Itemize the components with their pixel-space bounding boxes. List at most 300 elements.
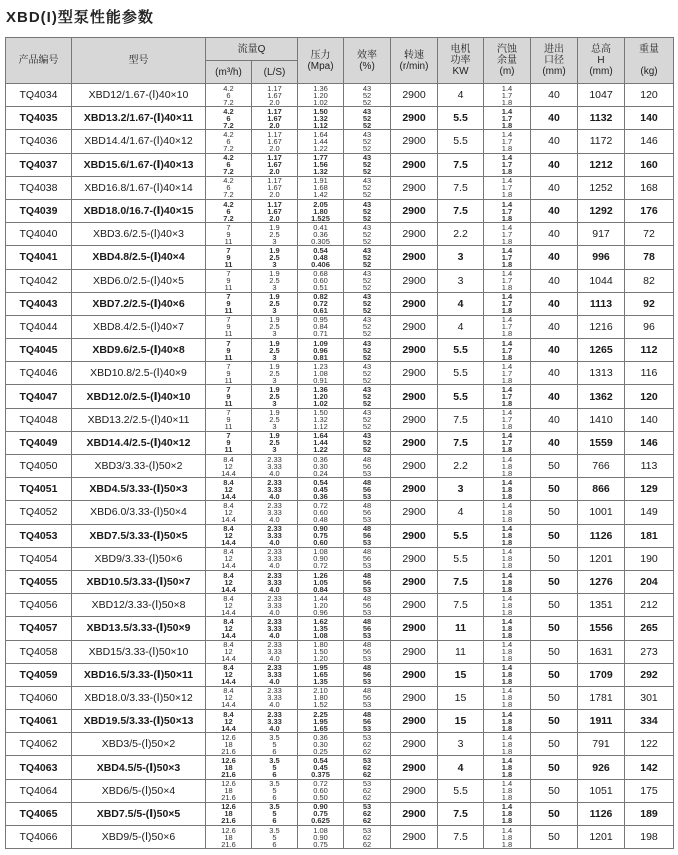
flow-m3h-value: 12: [224, 647, 233, 657]
pressure-value: 0.96: [313, 607, 328, 617]
flow-m3h-value: 12: [224, 577, 233, 587]
model-number: XBD6.0/2.5-(Ⅰ)40×5: [72, 269, 206, 292]
flow-ls-value: 2.5: [269, 438, 280, 448]
header-npsh: 汽蚀 余量 (m): [484, 38, 531, 84]
flow-ls: [252, 199, 298, 222]
flow-m3h: [206, 733, 252, 756]
flow-ls-value: 2.5: [269, 252, 280, 262]
flow-ls-value: 2.5: [269, 276, 280, 286]
pressure-value: 1.64: [313, 129, 328, 139]
motor-power: 7.5: [438, 153, 484, 176]
pressure-value: 2.05: [313, 199, 328, 209]
flow-m3h-value: 9: [226, 438, 231, 448]
table-row: [6, 176, 674, 199]
flow-ls-value: 2.0: [269, 213, 280, 223]
efficiency-value: 52: [362, 438, 372, 448]
flow-ls-value: 3.5: [269, 732, 280, 742]
product-code: TQ4060: [6, 686, 72, 709]
efficiency-value: 52: [362, 190, 372, 200]
pressure-value: 0.625: [311, 816, 330, 826]
flow-m3h-value: 7.2: [223, 190, 234, 200]
flow-m3h: [206, 431, 252, 454]
total-height: 1351: [578, 594, 625, 617]
speed: 2900: [391, 431, 438, 454]
model-number: XBD13.2/1.67-(Ⅰ)40×11: [72, 107, 206, 130]
port-diameter: 50: [531, 663, 578, 686]
flow-ls-value: 4.0: [269, 654, 280, 664]
model-number: XBD12/1.67-(Ⅰ)40×10: [72, 84, 206, 107]
pressure-value: 0.60: [313, 538, 328, 548]
table-row: [6, 246, 674, 269]
header-speed: 转速 (r/min): [391, 38, 438, 84]
model-number: XBD16.5/3.33-(Ⅰ)50×11: [72, 663, 206, 686]
flow-m3h-value: 14.4: [221, 677, 236, 687]
pressure-value: 0.48: [313, 252, 328, 262]
flow-m3h-value: 6: [226, 90, 231, 100]
efficiency-value: 48: [362, 663, 372, 673]
flow-ls-value: 2.33: [267, 593, 282, 603]
flow-ls: [252, 617, 298, 640]
efficiency: [344, 246, 391, 269]
efficiency-value: 52: [362, 399, 372, 409]
pressure-value: 1.64: [313, 431, 328, 441]
efficiency-value: 53: [362, 538, 372, 548]
flow-m3h-value: 18: [224, 809, 233, 819]
weight: 273: [625, 640, 674, 663]
port-diameter: 40: [531, 130, 578, 153]
efficiency-value: 56: [362, 693, 372, 703]
flow-ls-value: 3: [272, 399, 277, 409]
flow-m3h-value: 11: [224, 399, 233, 409]
flow-ls: [252, 733, 298, 756]
total-height: 1212: [578, 153, 625, 176]
npsh: [484, 686, 531, 709]
motor-power: 15: [438, 710, 484, 733]
pressure-value: 1.02: [313, 97, 328, 107]
flow-m3h: [206, 107, 252, 130]
table-row: [6, 223, 674, 246]
flow-m3h-value: 6: [226, 183, 231, 193]
efficiency-value: 43: [362, 153, 372, 163]
npsh-value: 1.4: [501, 593, 513, 603]
efficiency-value: 48: [362, 454, 372, 464]
efficiency-value: 53: [362, 630, 372, 640]
product-code: TQ4062: [6, 733, 72, 756]
model-number: XBD6.0/3.33-(Ⅰ)50×4: [72, 501, 206, 524]
header-row: [6, 38, 674, 61]
table-row: [6, 431, 674, 454]
npsh: [484, 756, 531, 779]
pressure-value: 1.525: [311, 213, 330, 223]
npsh-value: 1.8: [501, 793, 513, 803]
npsh: [484, 408, 531, 431]
flow-ls-value: 4.0: [269, 491, 280, 501]
flow-ls: [252, 362, 298, 385]
speed: 2900: [391, 478, 438, 501]
flow-m3h-value: 9: [226, 299, 231, 309]
pump-spec-table: [5, 37, 674, 849]
npsh-value: 1.4: [501, 825, 513, 835]
port-diameter: 50: [531, 478, 578, 501]
pressure-value: 1.44: [313, 593, 328, 603]
port-diameter: 50: [531, 733, 578, 756]
total-height: 766: [578, 455, 625, 478]
efficiency-value: 43: [362, 408, 372, 418]
npsh-value: 1.8: [501, 770, 513, 780]
flow-m3h-value: 8.4: [223, 640, 234, 650]
flow-ls-value: 3.33: [267, 531, 282, 541]
efficiency-value: 48: [362, 477, 372, 487]
model-number: XBD4.8/2.5-(Ⅰ)40×4: [72, 246, 206, 269]
efficiency-value: 62: [362, 832, 372, 842]
efficiency-value: 56: [362, 531, 372, 541]
flow-ls-value: 3: [272, 422, 277, 432]
flow-m3h: [206, 501, 252, 524]
speed: 2900: [391, 710, 438, 733]
speed: 2900: [391, 594, 438, 617]
npsh-value: 1.7: [501, 368, 513, 378]
flow-ls-value: 2.33: [267, 500, 282, 510]
flow-ls-value: 3.33: [267, 670, 282, 680]
speed: 2900: [391, 501, 438, 524]
model-number: XBD8.4/2.5-(Ⅰ)40×7: [72, 315, 206, 338]
efficiency-value: 52: [362, 143, 372, 153]
flow-ls: [252, 501, 298, 524]
model-number: XBD4.5/3.33-(Ⅰ)50×3: [72, 478, 206, 501]
npsh-value: 1.4: [501, 176, 513, 186]
table-row: [6, 153, 674, 176]
efficiency-value: 53: [362, 514, 372, 524]
total-height: 996: [578, 246, 625, 269]
npsh-value: 1.7: [501, 299, 513, 309]
flow-ls-value: 1.17: [267, 199, 282, 209]
total-height: 1410: [578, 408, 625, 431]
efficiency-value: 52: [362, 236, 372, 246]
pressure-value: 0.30: [313, 461, 328, 471]
product-code: TQ4059: [6, 663, 72, 686]
npsh-value: 1.4: [501, 547, 513, 557]
speed: 2900: [391, 292, 438, 315]
weight: 129: [625, 478, 674, 501]
efficiency: [344, 501, 391, 524]
pressure-value: 1.50: [313, 106, 328, 116]
npsh-value: 1.8: [501, 839, 513, 849]
flow-ls: [252, 547, 298, 570]
model-number: XBD19.5/3.33-(Ⅰ)50×13: [72, 710, 206, 733]
product-code: TQ4055: [6, 570, 72, 593]
efficiency-value: 52: [362, 392, 372, 402]
speed: 2900: [391, 84, 438, 107]
flow-ls: [252, 455, 298, 478]
flow-ls-value: 1.9: [269, 222, 280, 232]
efficiency-value: 43: [362, 199, 372, 209]
pressure-value: 1.05: [313, 577, 328, 587]
flow-m3h-value: 9: [226, 322, 231, 332]
efficiency: [344, 269, 391, 292]
pressure-value: 0.90: [313, 832, 328, 842]
pressure: [298, 455, 344, 478]
pressure-value: 0.81: [313, 352, 328, 362]
pressure-value: 1.80: [313, 206, 328, 216]
pressure-value: 1.56: [313, 160, 328, 170]
pressure-value: 0.45: [313, 763, 328, 773]
flow-m3h-value: 6: [226, 136, 231, 146]
pressure: [298, 408, 344, 431]
flow-ls-value: 3.5: [269, 756, 280, 766]
flow-ls-value: 1.17: [267, 129, 282, 139]
flow-ls-value: 2.33: [267, 547, 282, 557]
flow-ls-value: 1.9: [269, 269, 280, 279]
port-diameter: 50: [531, 501, 578, 524]
npsh-value: 1.7: [501, 160, 513, 170]
npsh-value: 1.4: [501, 153, 513, 163]
flow-ls-value: 2.33: [267, 686, 282, 696]
model-number: XBD15/3.33-(Ⅰ)50×10: [72, 640, 206, 663]
pressure-value: 0.75: [313, 809, 328, 819]
weight: 212: [625, 594, 674, 617]
flow-ls: [252, 246, 298, 269]
efficiency: [344, 663, 391, 686]
product-code: TQ4049: [6, 431, 72, 454]
flow-ls-value: 1.9: [269, 408, 280, 418]
table-row: [6, 547, 674, 570]
pressure-value: 1.20: [313, 654, 328, 664]
npsh: [484, 84, 531, 107]
port-diameter: 40: [531, 339, 578, 362]
table-row: [6, 269, 674, 292]
model-number: XBD4.5/5-(Ⅰ)50×3: [72, 756, 206, 779]
table-row: [6, 501, 674, 524]
total-height: 866: [578, 478, 625, 501]
flow-m3h: [206, 339, 252, 362]
speed: 2900: [391, 199, 438, 222]
npsh-value: 1.8: [501, 491, 513, 501]
port-diameter: 40: [531, 292, 578, 315]
model-number: XBD16.8/1.67-(Ⅰ)40×14: [72, 176, 206, 199]
flow-m3h-value: 9: [226, 392, 231, 402]
motor-power: 7.5: [438, 176, 484, 199]
efficiency-value: 56: [362, 461, 372, 471]
motor-power: 7.5: [438, 570, 484, 593]
flow-ls-value: 1.9: [269, 245, 280, 255]
flow-ls-value: 2.0: [269, 97, 280, 107]
weight: 140: [625, 107, 674, 130]
efficiency-value: 52: [362, 160, 372, 170]
pressure-value: 0.72: [313, 779, 328, 789]
total-height: 1276: [578, 570, 625, 593]
flow-ls-value: 4.0: [269, 723, 280, 733]
flow-m3h-value: 11: [224, 259, 233, 269]
flow-m3h-value: 12: [224, 600, 233, 610]
efficiency-value: 48: [362, 686, 372, 696]
pressure: [298, 478, 344, 501]
flow-ls-value: 1.17: [267, 176, 282, 186]
pressure: [298, 153, 344, 176]
efficiency-value: 52: [362, 229, 372, 239]
pressure: [298, 339, 344, 362]
efficiency-value: 43: [362, 245, 372, 255]
speed: 2900: [391, 107, 438, 130]
model-number: XBD10.5/3.33-(Ⅰ)50×7: [72, 570, 206, 593]
product-code: TQ4037: [6, 153, 72, 176]
efficiency-value: 53: [362, 491, 372, 501]
flow-ls: [252, 640, 298, 663]
model-number: XBD13.2/2.5-(Ⅰ)40×11: [72, 408, 206, 431]
product-code: TQ4064: [6, 779, 72, 802]
npsh-value: 1.8: [501, 213, 513, 223]
port-diameter: 40: [531, 246, 578, 269]
flow-m3h-value: 11: [224, 375, 233, 385]
pressure-value: 1.95: [313, 663, 328, 673]
flow-m3h-value: 11: [224, 352, 233, 362]
header-flow-ls: (L/S): [252, 61, 298, 84]
flow-ls-value: 5: [272, 763, 277, 773]
flow-ls-value: 3: [272, 445, 277, 455]
weight: 176: [625, 199, 674, 222]
flow-m3h-value: 4.2: [223, 129, 234, 139]
flow-ls: [252, 478, 298, 501]
flow-m3h-value: 7.2: [223, 167, 234, 177]
port-diameter: 50: [531, 640, 578, 663]
npsh: [484, 339, 531, 362]
pressure-value: 0.60: [313, 507, 328, 517]
pressure: [298, 640, 344, 663]
npsh: [484, 594, 531, 617]
table-row: [6, 339, 674, 362]
speed: 2900: [391, 826, 438, 849]
npsh-value: 1.7: [501, 90, 513, 100]
npsh-value: 1.8: [501, 507, 513, 517]
efficiency-value: 52: [362, 375, 372, 385]
total-height: 1265: [578, 339, 625, 362]
motor-power: 4: [438, 315, 484, 338]
efficiency-value: 56: [362, 484, 372, 494]
speed: 2900: [391, 547, 438, 570]
pressure-value: 1.22: [313, 143, 328, 153]
npsh: [484, 779, 531, 802]
weight: 189: [625, 802, 674, 825]
pressure-value: 0.75: [313, 531, 328, 541]
flow-m3h-value: 14.4: [221, 654, 236, 664]
flow-m3h-value: 7: [226, 431, 231, 441]
product-code: TQ4036: [6, 130, 72, 153]
pressure-value: 0.72: [313, 299, 328, 309]
npsh-value: 1.8: [501, 670, 513, 680]
npsh: [484, 246, 531, 269]
flow-ls-value: 2.33: [267, 616, 282, 626]
motor-power: 7.5: [438, 594, 484, 617]
pressure-value: 0.406: [311, 259, 330, 269]
flow-m3h-value: 8.4: [223, 477, 234, 487]
npsh-value: 1.4: [501, 361, 513, 371]
flow-m3h-value: 12: [224, 507, 233, 517]
motor-power: 4: [438, 84, 484, 107]
motor-power: 7.5: [438, 826, 484, 849]
table-row: [6, 478, 674, 501]
pressure: [298, 246, 344, 269]
flow-ls-value: 1.17: [267, 106, 282, 116]
header-model: 型号: [72, 38, 206, 84]
efficiency-value: 52: [362, 136, 372, 146]
efficiency: [344, 339, 391, 362]
port-diameter: 40: [531, 408, 578, 431]
speed: 2900: [391, 385, 438, 408]
port-diameter: 40: [531, 176, 578, 199]
efficiency-value: 52: [362, 276, 372, 286]
weight: 96: [625, 315, 674, 338]
flow-m3h-value: 4.2: [223, 83, 234, 93]
flow-ls-value: 2.33: [267, 663, 282, 673]
flow-ls-value: 1.9: [269, 431, 280, 441]
flow-ls: [252, 802, 298, 825]
npsh-value: 1.8: [501, 531, 513, 541]
efficiency-value: 52: [362, 113, 372, 123]
flow-ls-value: 1.9: [269, 338, 280, 348]
motor-power: 3: [438, 733, 484, 756]
flow-m3h-value: 7: [226, 222, 231, 232]
npsh-value: 1.4: [501, 779, 513, 789]
npsh-value: 1.4: [501, 500, 513, 510]
npsh-value: 1.4: [501, 245, 513, 255]
pressure: [298, 199, 344, 222]
speed: 2900: [391, 570, 438, 593]
efficiency-value: 53: [362, 825, 372, 835]
efficiency-value: 53: [362, 654, 372, 664]
flow-m3h-value: 4.2: [223, 106, 234, 116]
flow-ls-value: 5: [272, 832, 277, 842]
motor-power: 11: [438, 640, 484, 663]
flow-m3h-value: 12: [224, 693, 233, 703]
flow-m3h-value: 11: [224, 422, 233, 432]
port-diameter: 40: [531, 431, 578, 454]
total-height: 1556: [578, 617, 625, 640]
flow-m3h: [206, 779, 252, 802]
pressure: [298, 176, 344, 199]
flow-ls-value: 4.0: [269, 561, 280, 571]
total-height: 1313: [578, 362, 625, 385]
pressure-value: 1.35: [313, 677, 328, 687]
efficiency-value: 62: [362, 809, 372, 819]
efficiency: [344, 362, 391, 385]
speed: 2900: [391, 663, 438, 686]
npsh-value: 1.7: [501, 438, 513, 448]
total-height: 1201: [578, 547, 625, 570]
flow-m3h-value: 14.4: [221, 468, 236, 478]
pressure: [298, 756, 344, 779]
flow-ls: [252, 84, 298, 107]
flow-m3h-value: 9: [226, 252, 231, 262]
pressure-value: 0.90: [313, 802, 328, 812]
motor-power: 3: [438, 269, 484, 292]
flow-ls-value: 3: [272, 306, 277, 316]
motor-power: 7.5: [438, 431, 484, 454]
motor-power: 7.5: [438, 199, 484, 222]
flow-m3h-value: 18: [224, 763, 233, 773]
npsh: [484, 640, 531, 663]
flow-m3h: [206, 385, 252, 408]
flow-ls-value: 3.33: [267, 600, 282, 610]
npsh-value: 1.8: [501, 120, 513, 130]
efficiency-value: 43: [362, 431, 372, 441]
npsh-value: 1.8: [501, 514, 513, 524]
flow-m3h-value: 12: [224, 531, 233, 541]
motor-power: 7.5: [438, 408, 484, 431]
flow-m3h-value: 8.4: [223, 686, 234, 696]
npsh: [484, 663, 531, 686]
motor-power: 4: [438, 756, 484, 779]
flow-m3h-value: 21.6: [221, 793, 236, 803]
npsh: [484, 431, 531, 454]
